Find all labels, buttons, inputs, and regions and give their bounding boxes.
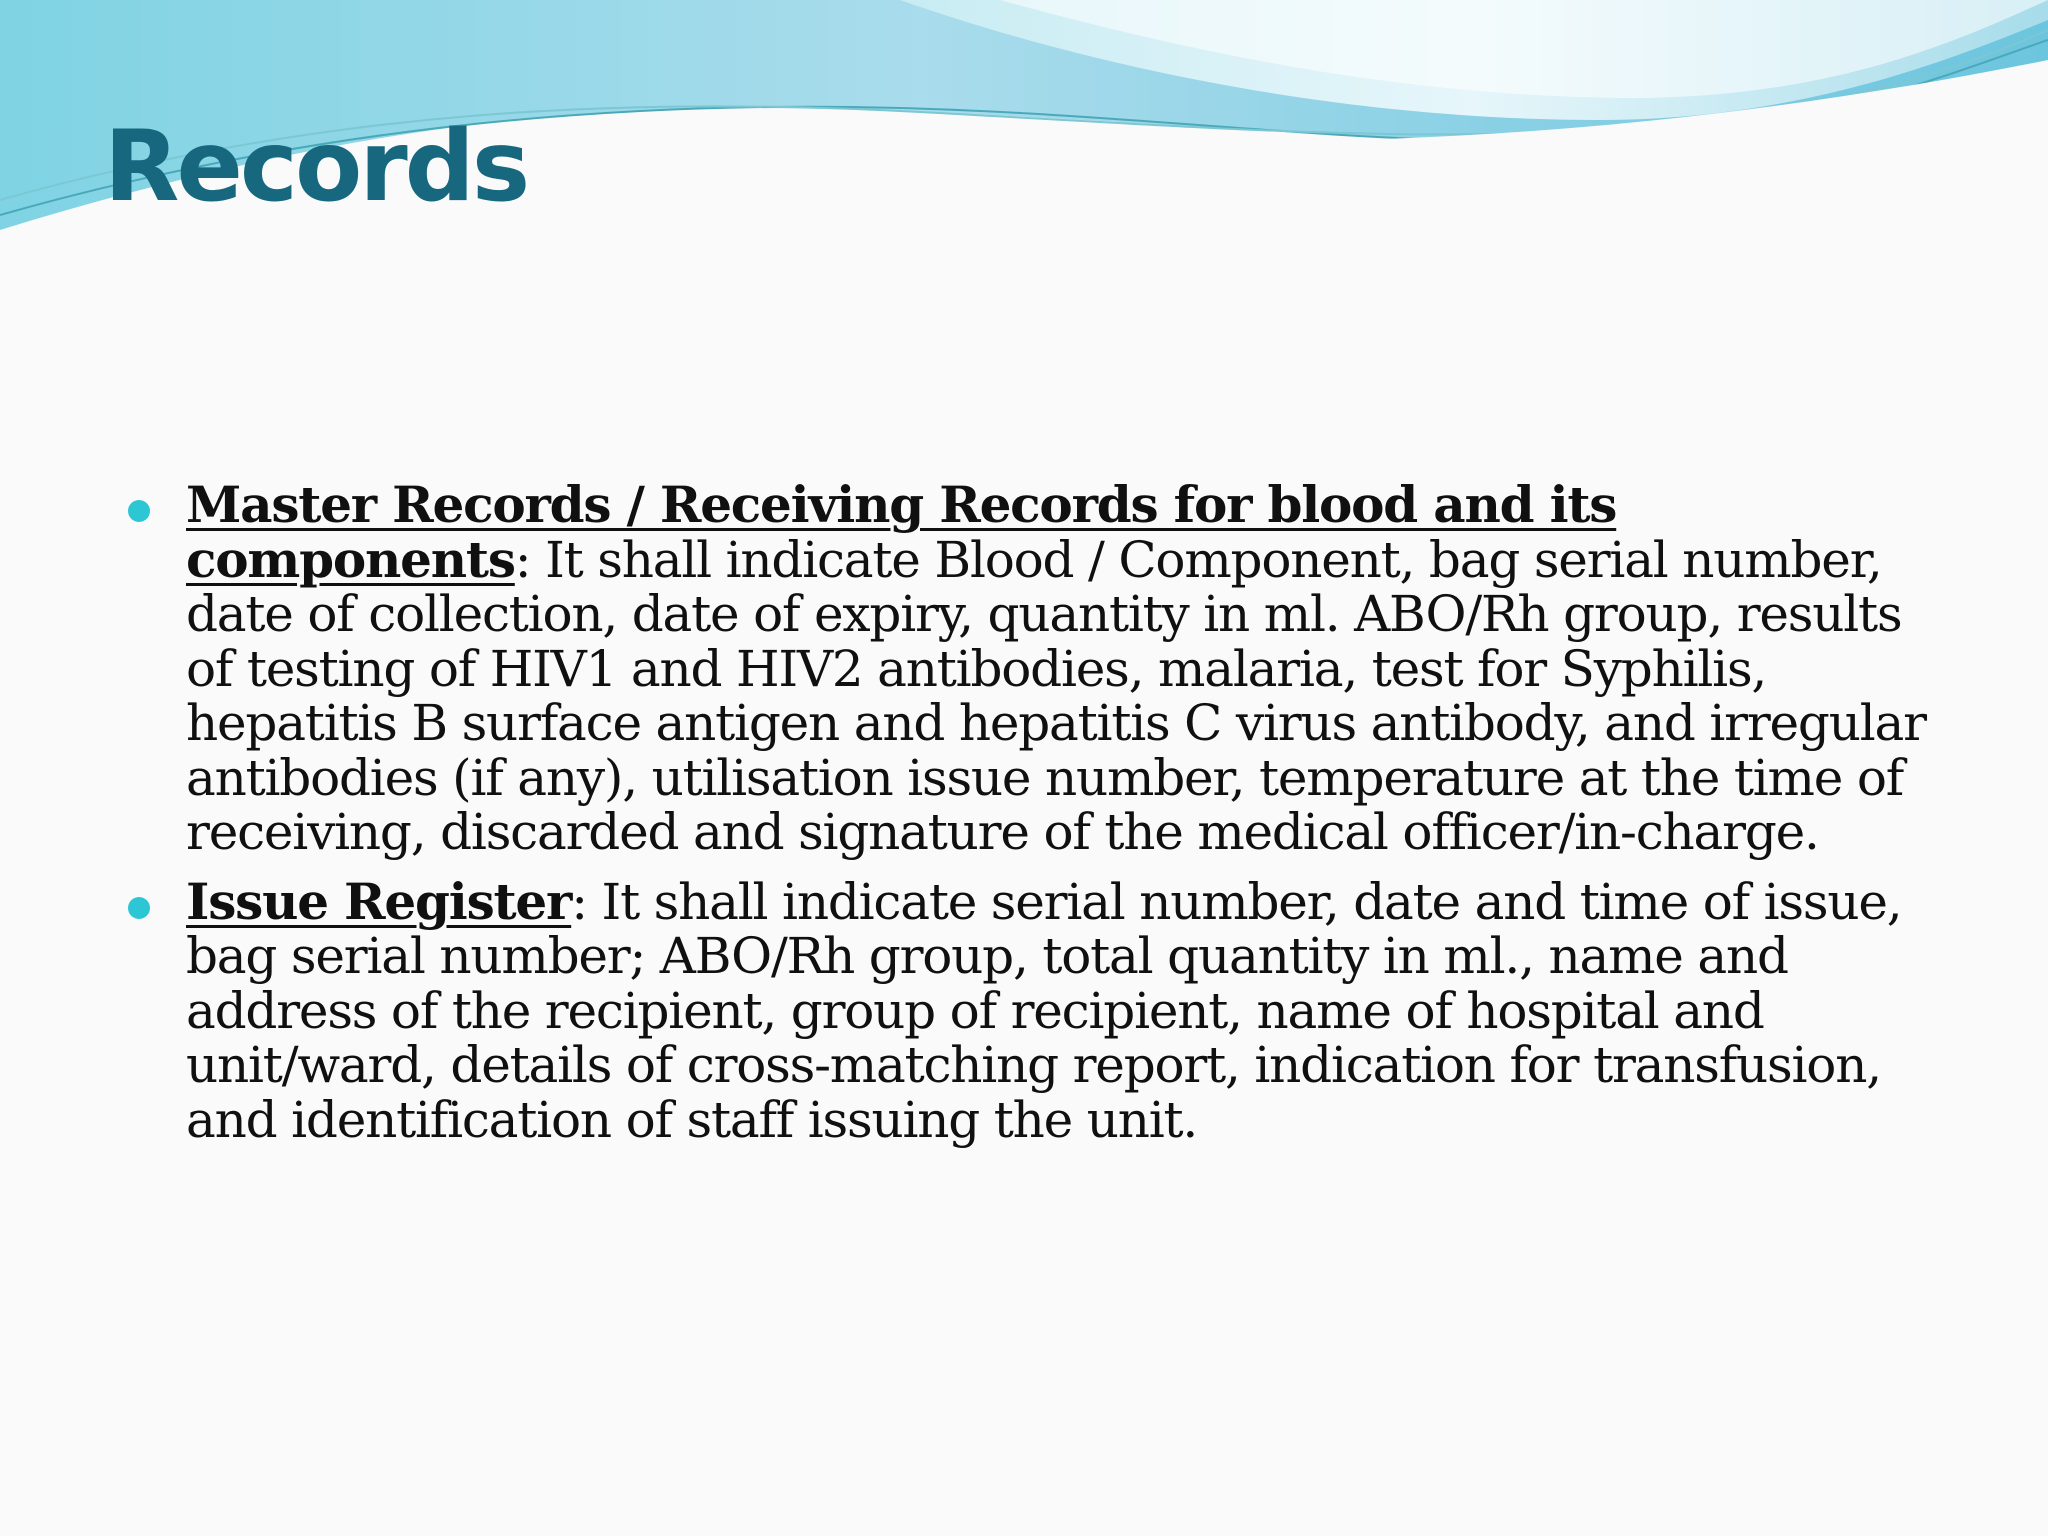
item-separator: : (571, 872, 587, 931)
bullet-list (128, 475, 1928, 1162)
item-text: It shall indicate serial number, date and time of issue, bag serial number; ABO/Rh group, total quantity in ml., name and address of the recipient, group of recipient, name of hospital and unit/ward, details of cross-matching report, indication for transfusion, and identification of staff issuing the unit. (186, 872, 1902, 1149)
bullet-icon (128, 500, 150, 522)
item-text: It shall indicate Blood / Component, bag serial number, date of collection, date of expiry, quantity in ml. ABO/Rh group, results of testing of HIV1 and HIV2 antibodies, malaria, test for Syphilis, hepatitis B surface antigen and hepatitis C virus antibody, and irregular antibodies (if any), utilisation issue number, temperature at the time of receiving, discarded and signature of the medical officer/in-charge. (186, 530, 1926, 861)
bullet-icon (128, 897, 150, 919)
item-heading: Master Records / Receiving Records for blood and its components (186, 475, 1617, 589)
item-separator: : (514, 530, 531, 589)
item-heading: Issue Register (186, 871, 572, 931)
slide-title: Records (104, 110, 528, 224)
list-item (128, 871, 1928, 1149)
list-item (128, 475, 1928, 861)
